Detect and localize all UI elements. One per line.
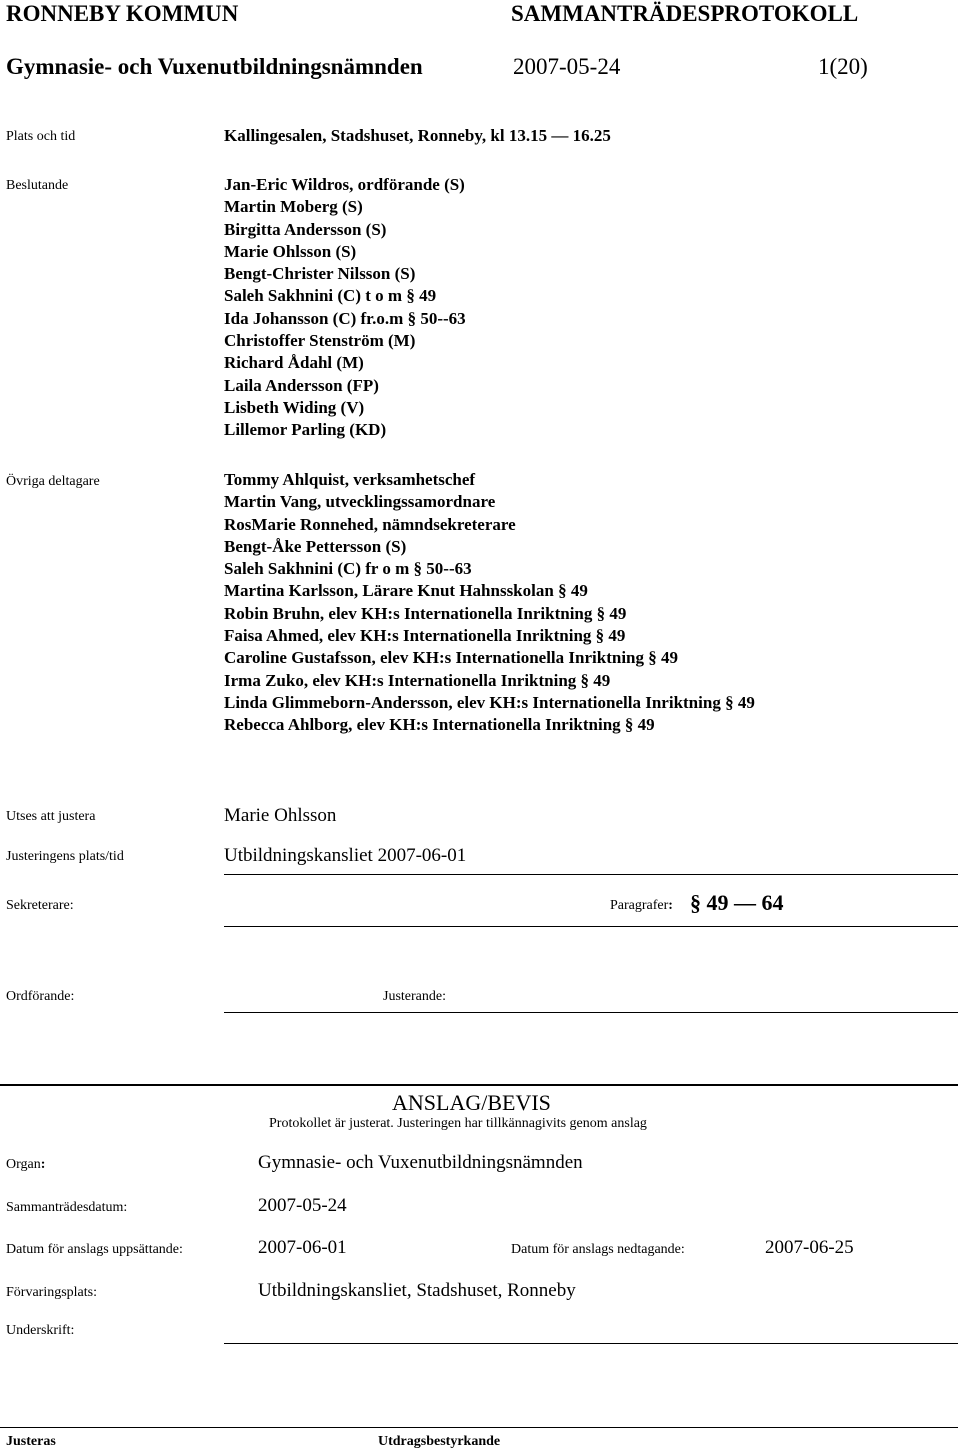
- footer-left: Justeras: [6, 1434, 56, 1449]
- chair-rule: [224, 1012, 958, 1013]
- list-item: Saleh Sakhnini (C) t o m § 49: [224, 286, 437, 306]
- municipality-name: RONNEBY KOMMUN: [6, 1, 239, 26]
- adjuster-value: Marie Ohlsson: [224, 805, 337, 826]
- removed-date-value: 2007-06-25: [765, 1237, 854, 1258]
- paragraphs-colon: :: [668, 898, 673, 913]
- posted-date-label: Datum för anslags uppsättande:: [6, 1242, 183, 1257]
- adjust-place-label: Justeringens plats/tid: [6, 849, 124, 864]
- posted-date-value: 2007-06-01: [258, 1237, 347, 1258]
- page-number: 1(20): [818, 54, 868, 79]
- paragraphs-label-group: [610, 898, 673, 914]
- list-item: Linda Glimmeborn-Andersson, elev KH:s Internationella Inriktning § 49: [224, 692, 755, 712]
- list-item: Lillemor Parling (KD): [224, 420, 387, 440]
- list-item: Tommy Ahlquist, verksamhetschef: [224, 470, 476, 489]
- storage-value: Utbildningskansliet, Stadshuset, Ronneby: [258, 1280, 576, 1301]
- secretary-label: Sekreterare:: [6, 898, 74, 913]
- notice-title: ANSLAG/BEVIS: [392, 1090, 551, 1115]
- adjust-place-rule: [224, 874, 958, 875]
- other-participants-label: Övriga deltagare: [6, 474, 100, 489]
- adjust-place-value: Utbildningskansliet 2007-06-01: [224, 845, 467, 866]
- board-name: Gymnasie- och Vuxenutbildningsnämnden: [6, 54, 423, 79]
- paragraphs-label: Paragrafer: [610, 898, 669, 913]
- chair-label: Ordförande:: [6, 989, 75, 1004]
- removed-date-label: Datum för anslags nedtagande:: [511, 1242, 685, 1257]
- list-item: Bengt-Åke Pettersson (S): [224, 536, 407, 556]
- organ-colon: :: [40, 1157, 46, 1172]
- list-item: Irma Zuko, elev KH:s Internationella Inriktning § 49: [224, 670, 611, 690]
- signature-label: Underskrift:: [6, 1323, 75, 1338]
- storage-label: Förvaringsplats:: [6, 1285, 97, 1300]
- list-item: Jan-Eric Wildros, ordförande (S): [224, 175, 465, 194]
- list-item: Birgitta Andersson (S): [224, 219, 387, 239]
- list-item: Laila Andersson (FP): [224, 375, 379, 395]
- list-item: Bengt-Christer Nilsson (S): [224, 264, 416, 284]
- place-label: Plats och tid: [6, 129, 76, 144]
- list-item: Christoffer Stenström (M): [224, 331, 416, 351]
- list-item: Faisa Ahmed, elev KH:s Internationella Inriktning § 49: [224, 626, 626, 646]
- adjuster-label: Utses att justera: [6, 809, 96, 824]
- other-participants-list: [224, 469, 755, 737]
- list-item: Martin Moberg (S): [224, 197, 363, 217]
- list-item: Robin Bruhn, elev KH:s Internationella Inriktning § 49: [224, 603, 627, 623]
- footer-rule: [0, 1427, 958, 1428]
- organ-label: Organ: [6, 1157, 41, 1172]
- meeting-date-value: 2007-05-24: [258, 1195, 347, 1216]
- organ-label-group: [6, 1157, 45, 1173]
- meeting-date-label: Sammanträdesdatum:: [6, 1200, 128, 1215]
- list-item: Martin Vang, utvecklingssamordnare: [224, 492, 496, 512]
- notice-subtitle: Protokollet är justerat. Justeringen har tillkännagivits genom anslag: [269, 1116, 647, 1131]
- place-value: Kallingesalen, Stadshuset, Ronneby, kl 13.15 — 16.25: [224, 126, 611, 145]
- list-item: Martina Karlsson, Lärare Knut Hahnsskolan § 49: [224, 581, 588, 601]
- protocol-title: SAMMANTRÄDESPROTOKOLL: [511, 1, 859, 26]
- notice-top-rule: [0, 1084, 958, 1086]
- decision-makers-list: [224, 174, 466, 442]
- list-item: Saleh Sakhnini (C) fr o m § 50--63: [224, 559, 472, 579]
- decision-makers-label: Beslutande: [6, 178, 69, 193]
- list-item: Ida Johansson (C) fr.o.m § 50--63: [224, 308, 466, 328]
- list-item: Rebecca Ahlborg, elev KH:s Internationella Inriktning § 49: [224, 715, 655, 735]
- list-item: Marie Ohlsson (S): [224, 241, 357, 261]
- signature-rule: [224, 1343, 958, 1344]
- paragraphs-value: § 49 — 64: [690, 890, 784, 915]
- list-item: RosMarie Ronnehed, nämndsekreterare: [224, 514, 516, 534]
- footer-center: Utdragsbestyrkande: [378, 1434, 501, 1449]
- list-item: Caroline Gustafsson, elev KH:s Internationella Inriktning § 49: [224, 648, 678, 668]
- secretary-rule: [224, 926, 958, 927]
- adjuster-sign-label: Justerande:: [383, 989, 446, 1004]
- list-item: Lisbeth Widing (V): [224, 397, 365, 417]
- organ-value: Gymnasie- och Vuxenutbildningsnämnden: [258, 1152, 583, 1173]
- list-item: Richard Ådahl (M): [224, 353, 364, 373]
- meeting-date: 2007-05-24: [513, 54, 621, 79]
